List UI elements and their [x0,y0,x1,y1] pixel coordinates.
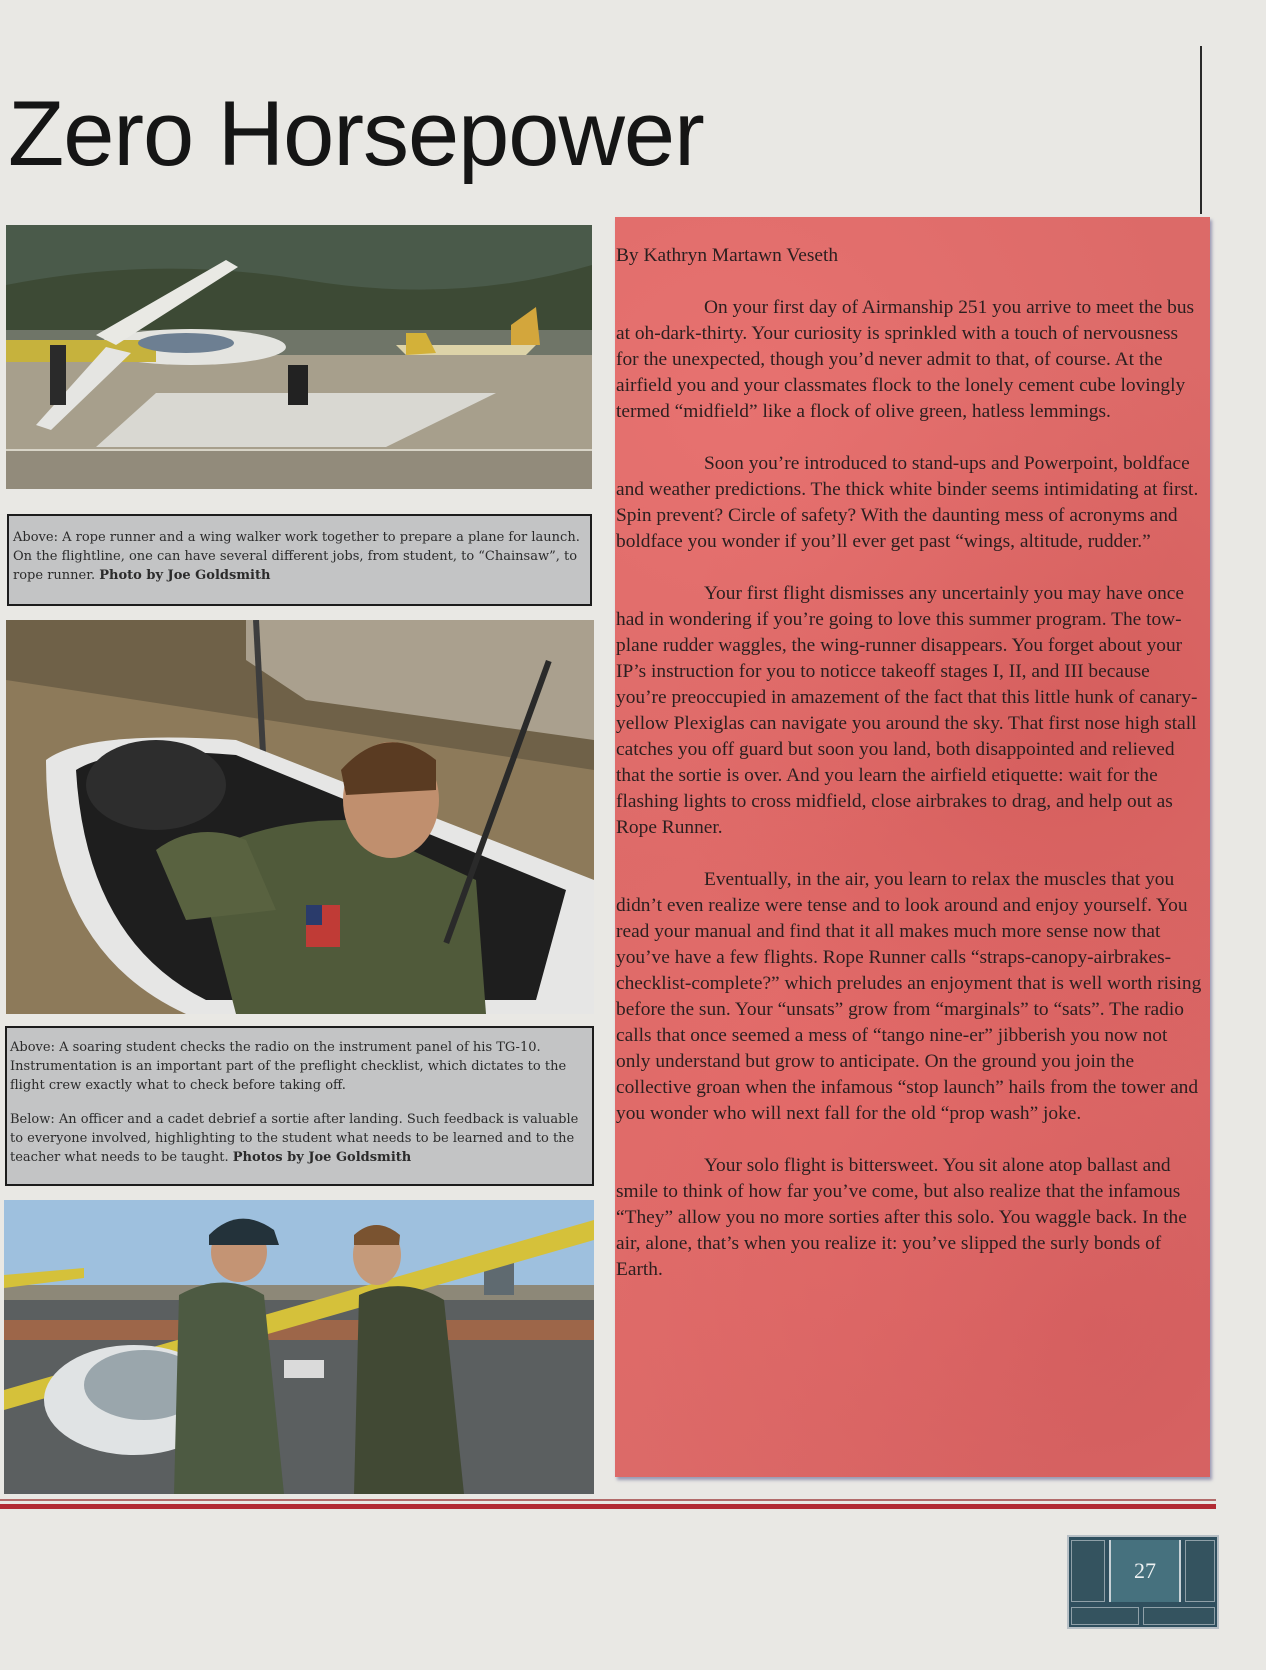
caption-rope-runner [7,514,592,606]
footer-rule-thin [0,1499,1216,1501]
glider-launch-photo [6,225,592,489]
page-title: Zero Horsepower [8,83,704,185]
caption-paragraph: Above: A soaring student checks the radio on the instrument panel of his TG-10. Instrumentation is an important part of the preflight checklist, which dictates to the flight crew exactly what to check before taking off. [10,1040,567,1093]
folio-block [1185,1540,1215,1602]
article-paragraph: Eventually, in the air, you learn to relax the muscles that you didn’t even realize were tense and to look around and enjoy yourself. You read your manual and find that it all makes much more sense now that you’ve have a few flights. Rope Runner calls “straps-canopy-airbrakes-checklist-complete?” which preludes an enjoyment that is well worth rising before the sun. Your “unsats” grow from “marginals” to “sats”. The radio calls that once seemed a mess of “tango nine-er” jibberish you now not only understand but grow to anticipate. On the ground you join the collective groan when the infamous “stop launch” hails from the tower and you wonder who will next fall for the old “prop wash” joke. [616,869,1202,1124]
folio-block [1143,1607,1215,1625]
folio-block [1071,1607,1139,1625]
article-paragraph: Soon you’re introduced to stand-ups and Powerpoint, boldface and weather predictions. The thick white binder seems intimidating at first. Spin prevent? Circle of safety? With the daunting mess of acronyms and boldface you wonder if you’ll ever get past “wings, altitude, rudder.” [616,453,1199,552]
page-number-box [1067,1535,1219,1629]
caption-text: Above: A rope runner and a wing walker work together to prepare a plane for launch. On the flightline, one can have several different jobs, from student, to “Chainsaw”, to rope runner. [13,530,580,583]
caption-cockpit-debrief [5,1026,594,1186]
article-paragraph: Your first flight dismisses any uncertainly you may have once had in wondering if you’re going to love this summer program. The tow-plane rudder waggles, the wing-runner disappears. You forget about your IP’s instruction for you to noticce takeoff stages I, II, and III because you’re preoccupied in amazement of the fact that this little hunk of canary-yellow Plexiglas can navigate you around the sky. That first nose high stall catches you off guard but soon you land, both disappointed and relieved that the sortie is over. And you learn the airfield etiquette: wait for the flashing lights to cross midfield, close airbrakes to drag, and help out as Rope Runner. [616,583,1198,838]
byline: By Kathryn Martawn Veseth [616,245,839,266]
article-body [615,217,1210,1477]
article-paragraph: On your first day of Airmanship 251 you arrive to meet the bus at oh-dark-thirty. Your curiosity is sprinkled with a touch of nervousness for the unexpected, though you’d never admit to that, of course. At the airfield you and your classmates flock to the lonely cement cube lovingly termed “midfield” like a flock of olive green, hatless lemmings. [616,297,1195,422]
footer-rule-thick [0,1504,1216,1509]
article-paragraph: Your solo flight is bittersweet. You sit alone atop ballast and smile to think of how far you’ve come, but also realize that the infamous “They” allow you no more sorties after this solo. You waggle back. In the air, alone, that’s when you realize it: you’ve slipped the surly bonds of Earth. [616,1155,1187,1280]
header-vertical-rule [1200,46,1202,214]
photo-credit: Photo by Joe Goldsmith [99,568,271,583]
debrief-photo [4,1200,594,1494]
cockpit-photo [6,620,594,1014]
page-number: 27 [1109,1540,1181,1602]
caption-text: Below: An officer and a cadet debrief a sortie after landing. Such feedback is valuable to everyone involved, highlighting to the student what needs to be learned and to the teacher what needs to be taught. [10,1112,579,1165]
photo-credit: Photos by Joe Goldsmith [232,1150,412,1165]
folio-block [1071,1540,1105,1602]
